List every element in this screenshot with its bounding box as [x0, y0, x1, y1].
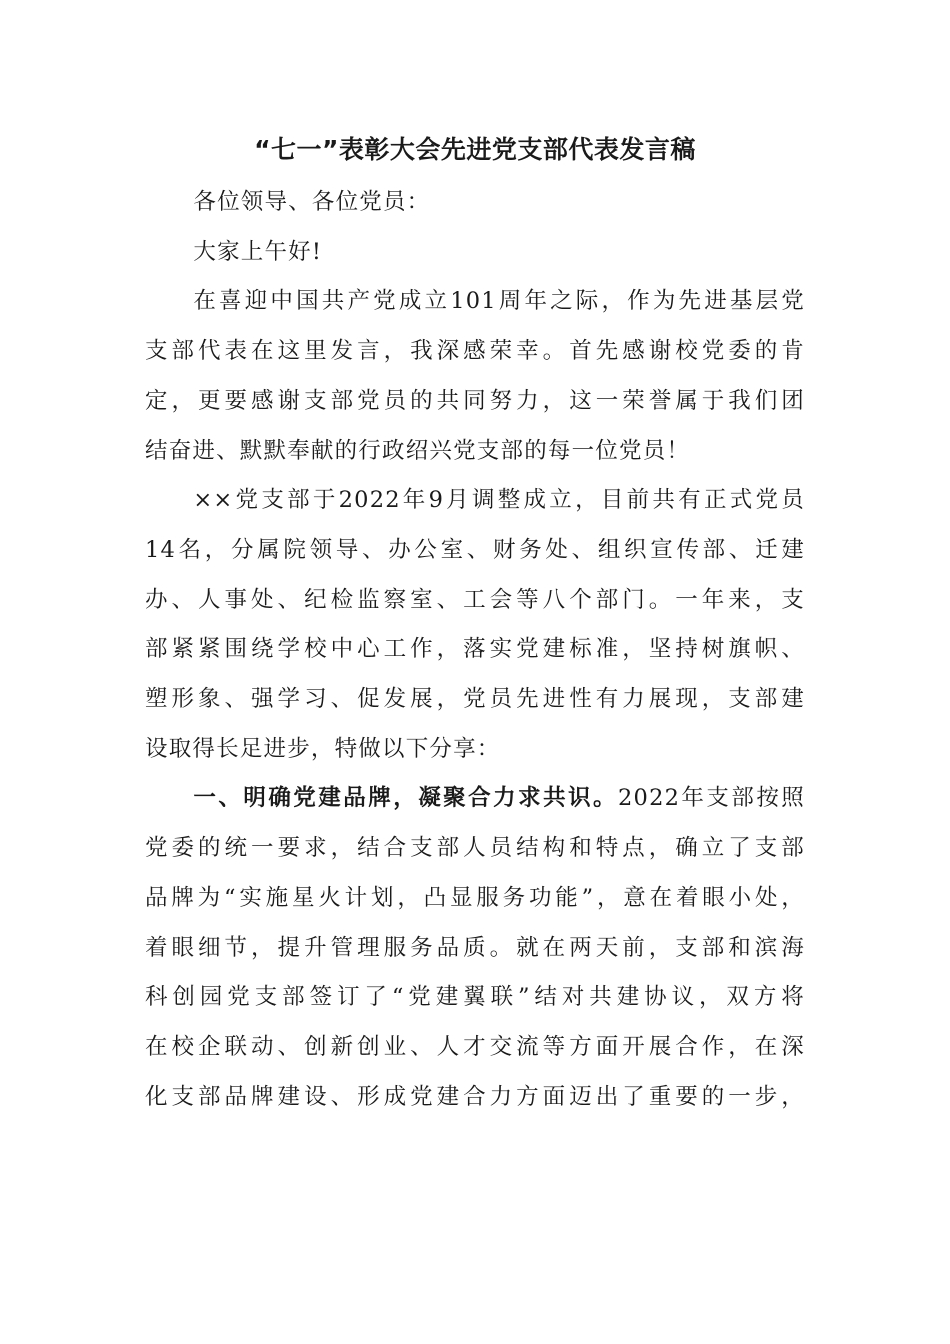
- paragraph-line: 化支部品牌建设、形成党建合力方面迈出了重要的一步，: [145, 1083, 805, 1110]
- paragraph-line: 定，更要感谢支部党员的共同努力，这一荣誉属于我们团: [145, 387, 805, 414]
- document-body: [145, 178, 805, 1122]
- paragraph-line: 部紧紧围绕学校中心工作，落实党建标准，坚持树旗帜、: [145, 636, 805, 663]
- paragraph-line: 在校企联动、创新创业、人才交流等方面开展合作，在深: [145, 1033, 805, 1060]
- paragraph-line: 党委的统一要求，结合支部人员结构和特点，确立了支部: [145, 835, 805, 862]
- paragraph-line: 14名，分属院领导、办公室、财务处、组织宣传部、迁建: [145, 536, 805, 563]
- paragraph-first-line: [145, 774, 805, 824]
- paragraph-3: [145, 774, 805, 1122]
- paragraph-1: [145, 277, 805, 476]
- paragraph-line: 塑形象、强学习、促发展，党员先进性有力展现，支部建: [145, 686, 805, 713]
- section-heading: 一、明确党建品牌，凝聚合力求共识。: [193, 785, 619, 812]
- paragraph-line: 科创园党支部签订了“党建翼联”结对共建协议，双方将: [145, 984, 805, 1011]
- paragraph-line: 设取得长足进步，特做以下分享：: [145, 735, 501, 762]
- paragraph-2: [145, 476, 805, 774]
- paragraph-line: 品牌为“实施星火计划，凸显服务功能”，意在着眼小处，: [145, 884, 805, 911]
- greeting: 大家上午好!: [193, 238, 323, 265]
- document-title: “七一”表彰大会先进党支部代表发言稿: [254, 135, 696, 164]
- paragraph-line: 着眼细节，提升管理服务品质。就在两天前，支部和滨海: [145, 934, 805, 961]
- paragraph-line: ××党支部于2022年9月调整成立，目前共有正式党员: [193, 487, 805, 514]
- paragraph-text: 2022年支部按照: [618, 785, 806, 812]
- paragraph-line: 支部代表在这里发言，我深感荣幸。首先感谢校党委的肯: [145, 338, 805, 365]
- paragraph-line: 在喜迎中国共产党成立101周年之际，作为先进基层党: [193, 288, 805, 315]
- salutation: 各位领导、各位党员：: [193, 189, 431, 215]
- paragraph-line: 结奋进、默默奉献的行政绍兴党支部的每一位党员！: [145, 437, 691, 464]
- paragraph-line: 办、人事处、纪检监察室、工会等八个部门。一年来，支: [145, 586, 805, 613]
